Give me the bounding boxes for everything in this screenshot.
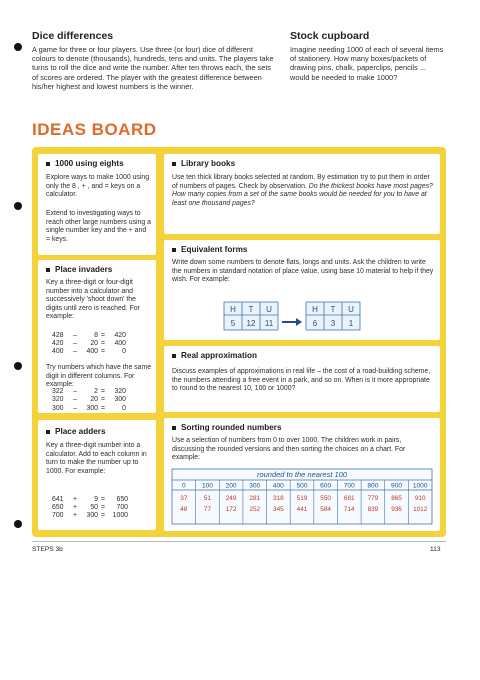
binder-hole-1 [14, 43, 22, 51]
adders-body-1: Key a three-digit number into a calculator. Add to each column in turn to make the number up to 1000. For example: [46, 442, 147, 475]
eq-op: – [73, 340, 77, 348]
eq-term: 300 [52, 405, 64, 412]
card-library-books [164, 154, 440, 234]
eights-body-2: Extend to investigating ways to reach other large numbers using a single number key and the + and = keys. [46, 210, 151, 243]
chart-value-cell: 936 [391, 506, 402, 513]
chart-header-cell: 100 [201, 482, 213, 490]
eq-op: – [73, 332, 77, 339]
card-title [46, 265, 112, 274]
chart-value-cell: 839 [367, 506, 379, 513]
eq-op: – [73, 348, 77, 356]
chart-value-cell: 584 [320, 506, 331, 513]
card-title-text: Place invaders [55, 265, 113, 274]
chart-value-cell: 345 [273, 506, 284, 513]
eq-op: = [100, 340, 106, 348]
rounding-chart [170, 468, 434, 526]
adders-equations [52, 496, 152, 521]
library-body-plain: Use ten thick library books selected at random. By estimation try to put them in order of numbers of pages. Check by observation. [172, 174, 430, 190]
eq-result: 700 [116, 504, 128, 512]
card-place-adders [38, 420, 156, 530]
eq-term: 420 [52, 340, 64, 348]
value-t: 3 [330, 319, 336, 328]
eq-term: 400 [86, 348, 98, 356]
chart-value-cell: 865 [391, 495, 402, 502]
chart-value-cell: 910 [414, 495, 426, 502]
invaders-body-2: Try numbers which have the same digit in different columns. For example: [46, 364, 152, 388]
chart-value-cell: 37 [180, 495, 188, 502]
header-t: T [330, 305, 336, 314]
chart-header-cell: 200 [225, 482, 237, 490]
equation-row [52, 504, 152, 512]
chart-value-cell: 77 [203, 506, 212, 513]
eq-op: + [72, 504, 78, 512]
eq-term: 700 [52, 512, 64, 520]
card-title [172, 351, 257, 360]
card-1000-using-eights [38, 154, 156, 255]
card-equivalent-forms [164, 240, 440, 340]
card-title [46, 427, 106, 436]
eq-term: 320 [52, 396, 64, 404]
card-place-invaders [38, 260, 156, 413]
binder-hole-4 [14, 520, 22, 528]
chart-value-cell: 681 [343, 495, 355, 502]
chart-value-cell: 1012 [413, 506, 428, 513]
eq-term: 300 [86, 405, 98, 412]
chart-value-cell: 714 [343, 506, 355, 513]
square-bullet-icon [172, 248, 176, 252]
header-u: U [266, 305, 272, 314]
header-h: H [230, 305, 236, 314]
equivalent-body: Write down some numbers to denote flats, longs and units. Ask the children to write the numbers in standard notation of place value, using base 10 material to help if they wish. For example: [172, 259, 434, 283]
eq-op: – [73, 405, 77, 412]
eq-op: = [100, 504, 106, 512]
equation-row [52, 512, 152, 520]
card-sorting-rounded-numbers [164, 418, 440, 531]
chart-header-cell: 900 [391, 482, 403, 490]
chart-value-cell: 51 [203, 495, 212, 502]
chart-header-cell: 300 [249, 482, 261, 490]
chart-header-cell: 1000 [412, 482, 428, 490]
chart-value-cell: 318 [273, 495, 284, 502]
card-real-approximation [164, 346, 440, 412]
eq-op: – [73, 396, 77, 404]
arrow-icon [282, 318, 302, 326]
eq-op: = [100, 332, 106, 339]
value-t: 12 [246, 319, 256, 328]
binder-hole-2 [14, 202, 22, 210]
card-title-text: Place adders [55, 427, 106, 436]
eq-result: 1000 [112, 512, 128, 520]
page-number: 113 [430, 546, 441, 553]
eq-op: = [100, 496, 106, 503]
square-bullet-icon [46, 162, 50, 166]
right-htu-table [306, 302, 360, 330]
square-bullet-icon [46, 268, 50, 272]
chart-value-cell: 441 [296, 506, 308, 513]
square-bullet-icon [172, 426, 176, 430]
eq-term: 428 [52, 332, 64, 339]
eq-op: = [100, 396, 106, 404]
eq-result: 650 [116, 496, 128, 503]
invaders-equations-1 [52, 332, 142, 357]
eq-result: 0 [122, 348, 126, 356]
card-title [172, 245, 247, 254]
equation-row [52, 340, 142, 348]
eq-result: 400 [114, 340, 126, 348]
eq-term: 9 [94, 496, 98, 503]
eq-op: = [100, 348, 106, 356]
card-title [172, 159, 235, 168]
chart-header-cell: 700 [343, 482, 355, 490]
square-bullet-icon [172, 162, 176, 166]
eq-term: 50 [90, 504, 98, 512]
eq-term: 400 [52, 348, 64, 356]
eq-term: 20 [90, 396, 98, 404]
ideas-board-title: IDEAS BOARD [32, 120, 157, 139]
card-title-text: Library books [181, 159, 236, 168]
left-htu-table [224, 302, 278, 330]
stock-cupboard-body: Imagine needing 1000 of each of several items of stationery. How many boxes/packets of drawing pins, chalk, paperclips, pencils ... would be needed to make 1000? [290, 45, 444, 82]
eq-term: 8 [94, 332, 98, 339]
chart-value-cell: 550 [320, 495, 331, 502]
approx-body: Discuss examples of approximations in real life – the cost of a road-building scheme, the numbers attending a free event in a park, and so on. When is it more appropriate to round to the nearest 10, 100 or 1000? [172, 368, 431, 392]
value-u: 1 [348, 319, 354, 328]
equation-row [52, 348, 142, 356]
eq-result: 300 [114, 396, 126, 404]
square-bullet-icon [46, 430, 50, 434]
card-title-text: Real approximation [181, 351, 257, 360]
eq-op: + [72, 512, 78, 520]
card-title-text: Sorting rounded numbers [181, 423, 282, 432]
dice-differences-title: Dice differences [32, 30, 114, 42]
equation-row [52, 396, 142, 404]
card-title [172, 423, 282, 432]
chart-value-cell: 48 [180, 506, 188, 513]
eq-op: = [100, 512, 106, 520]
eq-term: 20 [90, 340, 98, 348]
chart-header-cell: 500 [296, 482, 308, 490]
eq-result: 320 [114, 388, 126, 395]
eq-op: + [72, 496, 78, 503]
eq-term: 322 [52, 388, 64, 395]
card-title-text: Equivalent forms [181, 245, 248, 254]
chart-value-cell: 519 [296, 495, 308, 502]
card-title-text: 1000 using eights [55, 159, 124, 168]
chart-header-cell: 0 [181, 482, 186, 490]
invaders-equations-2 [52, 388, 142, 404]
place-value-example [222, 300, 362, 334]
chart-header-cell: 800 [367, 482, 379, 490]
value-h: 5 [230, 319, 236, 328]
chart-header-cell: 600 [320, 482, 332, 490]
value-u: 11 [264, 319, 274, 328]
library-body-italic: Do the thickest books have most pages? How many copies from a set of the same books would be needed for you to have at least one thousand pages? [172, 182, 433, 207]
binder-hole-3 [14, 362, 22, 370]
header-t: T [248, 305, 254, 314]
dice-differences-body: A game for three or four players. Use three (or four) dice of different colours to denote (thousands), hundreds, tens and units. The players take turns to roll the dice and write the number. After ten throws each, the sets of scores are ordered. The player with the greatest difference between his/her highest and lowest numbers is the winner. [32, 45, 274, 91]
chart-value-cell: 172 [225, 506, 237, 513]
square-bullet-icon [172, 354, 176, 358]
eq-term: 650 [52, 504, 64, 512]
chart-header-cell: 400 [272, 482, 284, 490]
chart-value-cell: 281 [249, 495, 261, 502]
sorting-body: Use a selection of numbers from 0 to over 1000. The children work in pairs, discussing the rounded versions and then sorting the choices on a chart. For example: [172, 437, 406, 461]
header-u: U [348, 305, 354, 314]
library-body [172, 174, 434, 208]
invaders-equation-tail [52, 405, 142, 413]
invaders-body-1: Key a three-digit or four-digit number into a calculator and successively 'shoot down' the digits until zero is reached. For example: [46, 279, 140, 320]
equation-row [52, 332, 142, 340]
stock-cupboard-title: Stock cupboard [290, 30, 370, 42]
eq-result: 0 [122, 405, 126, 412]
chart-value-cell: 779 [367, 495, 379, 502]
chart-value-cell: 249 [225, 495, 237, 502]
eq-term: 300 [86, 512, 98, 520]
equation-row [52, 496, 152, 504]
header-h: H [312, 305, 318, 314]
card-title [46, 159, 124, 168]
equation-row [52, 388, 142, 396]
eq-op: = [100, 405, 106, 412]
eq-term: 641 [52, 496, 64, 503]
value-h: 6 [312, 319, 318, 328]
footer-left: STEPS 3b [32, 546, 63, 553]
eq-op: = [100, 388, 106, 395]
chart-title: rounded to the nearest 100 [256, 470, 348, 479]
chart-value-cell: 252 [249, 506, 261, 513]
eights-body-1: Explore ways to make 1000 using only the 8 , + , and = keys on a calculator. [46, 174, 150, 198]
eq-term: 2 [94, 388, 98, 395]
eq-result: 420 [114, 332, 126, 339]
footer-rule [32, 541, 446, 542]
eq-op: – [73, 388, 77, 395]
